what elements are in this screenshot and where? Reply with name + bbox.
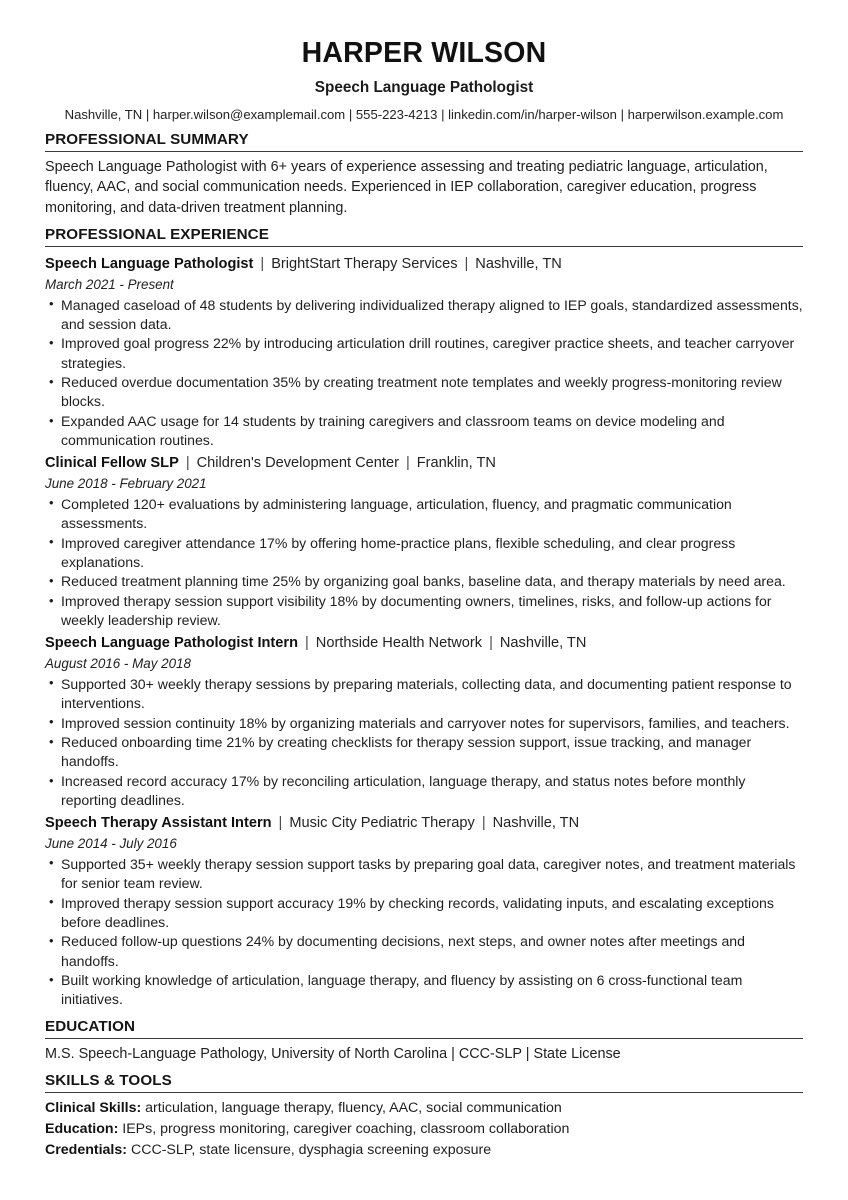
bullet-item: • Supported 30+ weekly therapy sessions by preparing materials, collecting data, and documenting patient response to interventions. bbox=[45, 675, 803, 713]
education-body bbox=[45, 1039, 803, 1064]
job-location: Franklin, TN bbox=[416, 455, 496, 472]
skill-label: Clinical Skills: bbox=[45, 1099, 142, 1116]
section-education bbox=[45, 1014, 803, 1064]
bullet-item: • Reduced onboarding time 21% by creating checklists for therapy session support, issue tracking, and manager handoffs. bbox=[45, 733, 803, 771]
bullet-item: • Improved therapy session support accuracy 19% by checking records, validating inputs, and escalating exceptions before deadlines. bbox=[45, 894, 803, 932]
job-dates: June 2018 - February 2021 bbox=[45, 476, 207, 492]
bullet-item: • Supported 35+ weekly therapy session support tasks by preparing goal data, caregiver notes, and treatment materials for senior team review. bbox=[45, 855, 803, 893]
job-bullets bbox=[45, 675, 803, 811]
job-location: Nashville, TN bbox=[499, 635, 587, 652]
section-title-skills: SKILLS & TOOLS bbox=[45, 1068, 803, 1093]
bullet-item: • Improved goal progress 22% by introducing articulation drill routines, caregiver practice sheets, and teacher carryover strategies. bbox=[45, 334, 803, 372]
job-separator: | bbox=[464, 256, 469, 273]
job-separator: | bbox=[489, 635, 493, 652]
job-bullets bbox=[45, 495, 803, 631]
section-skills-tools bbox=[45, 1068, 803, 1161]
candidate-name: HARPER WILSON bbox=[301, 37, 547, 69]
skill-values: articulation, language therapy, fluency, AAC, social communication bbox=[145, 1099, 562, 1116]
job-title: Speech Language Pathologist bbox=[45, 256, 254, 273]
job-company: Music City Pediatric Therapy bbox=[289, 815, 475, 832]
education-entry: M.S. Speech-Language Pathology, University of North Carolina | CCC-SLP | State License bbox=[45, 1045, 621, 1062]
bullet-item: • Improved session continuity 18% by organizing materials and carryover notes for supervisors, families, and teachers. bbox=[45, 714, 803, 733]
section-professional-summary bbox=[45, 127, 803, 218]
bullet-item: • Completed 120+ evaluations by administering language, articulation, fluency, and pragmatic communication assessments. bbox=[45, 495, 803, 533]
job-title: Clinical Fellow SLP bbox=[45, 455, 179, 472]
bullet-item: • Reduced treatment planning time 25% by organizing goal banks, baseline data, and therapy materials by need area. bbox=[45, 572, 803, 591]
section-title-education: EDUCATION bbox=[45, 1014, 803, 1039]
job-header bbox=[45, 634, 803, 653]
skill-row bbox=[45, 1119, 803, 1140]
bullet-item: • Reduced follow-up questions 24% by documenting decisions, next steps, and owner notes after meetings and handoffs. bbox=[45, 932, 803, 970]
skill-row bbox=[45, 1098, 803, 1119]
bullet-item: • Increased record accuracy 17% by reconciling articulation, language therapy, and status notes before monthly reporting deadlines. bbox=[45, 772, 803, 810]
skill-label: Credentials: bbox=[45, 1141, 127, 1158]
summary-body bbox=[45, 152, 803, 218]
job-separator: | bbox=[278, 815, 283, 832]
summary-text: Speech Language Pathologist with 6+ years of experience assessing and treating pediatric language, articulation, fluency, AAC, and social communication needs. Experienced in IEP collaboration, caregiver education, progress monitoring, and data-driven treatment planning. bbox=[45, 158, 768, 216]
bullet-item: • Expanded AAC usage for 14 students by training caregivers and classroom teams on device modeling and communication routines. bbox=[45, 412, 803, 450]
job-separator: | bbox=[260, 256, 265, 273]
skill-values: IEPs, progress monitoring, caregiver coaching, classroom collaboration bbox=[122, 1120, 570, 1137]
job-header bbox=[45, 454, 803, 473]
bullet-item: • Managed caseload of 48 students by delivering individualized therapy aligned to IEP goals, standardized assessments, and session data. bbox=[45, 296, 803, 334]
experience-body bbox=[45, 247, 803, 1009]
experience-entry bbox=[45, 634, 803, 810]
experience-entry bbox=[45, 255, 803, 450]
section-title-summary: PROFESSIONAL SUMMARY bbox=[45, 127, 803, 152]
experience-entry bbox=[45, 814, 803, 1009]
job-dates: March 2021 - Present bbox=[45, 277, 174, 293]
job-company: BrightStart Therapy Services bbox=[271, 256, 458, 273]
job-separator: | bbox=[481, 815, 486, 832]
job-header bbox=[45, 255, 803, 274]
section-title-experience: PROFESSIONAL EXPERIENCE bbox=[45, 222, 803, 247]
job-location: Nashville, TN bbox=[475, 256, 562, 273]
skill-label: Education: bbox=[45, 1120, 119, 1137]
job-separator: | bbox=[305, 635, 309, 652]
job-dates: August 2016 - May 2018 bbox=[45, 656, 191, 672]
job-dates: June 2014 - July 2016 bbox=[45, 836, 177, 852]
job-bullets bbox=[45, 296, 803, 451]
bullet-item: • Improved therapy session support visibility 18% by documenting owners, timelines, risks, and follow-up actions for weekly leadership review. bbox=[45, 592, 803, 630]
job-separator: | bbox=[185, 455, 190, 472]
bullet-item: • Improved caregiver attendance 17% by offering home-practice plans, flexible scheduling, and clear progress explanations. bbox=[45, 534, 803, 572]
skills-body bbox=[45, 1093, 803, 1161]
resume-header bbox=[45, 36, 803, 123]
contact-line: Nashville, TN | harper.wilson@examplemail.com | 555-223-4213 | linkedin.com/in/harper-wilson | harperwilson.example.com bbox=[64, 106, 784, 122]
job-title: Speech Language Pathologist Intern bbox=[45, 635, 298, 652]
job-title: Speech Therapy Assistant Intern bbox=[45, 815, 272, 832]
job-location: Nashville, TN bbox=[492, 815, 580, 832]
job-bullets bbox=[45, 855, 803, 1010]
job-separator: | bbox=[405, 455, 410, 472]
candidate-headline: Speech Language Pathologist bbox=[314, 79, 534, 97]
job-header bbox=[45, 814, 803, 833]
skill-row bbox=[45, 1140, 803, 1161]
skill-values: CCC-SLP, state licensure, dysphagia screening exposure bbox=[130, 1141, 492, 1158]
experience-entry bbox=[45, 454, 803, 630]
job-company: Children's Development Center bbox=[196, 455, 399, 472]
section-professional-experience bbox=[45, 222, 803, 1009]
bullet-item: • Reduced overdue documentation 35% by creating treatment note templates and weekly progress-monitoring review blocks. bbox=[45, 373, 803, 411]
bullet-item: • Built working knowledge of articulation, language therapy, and fluency by assisting on 6 cross-functional team initiatives. bbox=[45, 971, 803, 1009]
job-company: Northside Health Network bbox=[315, 635, 483, 652]
